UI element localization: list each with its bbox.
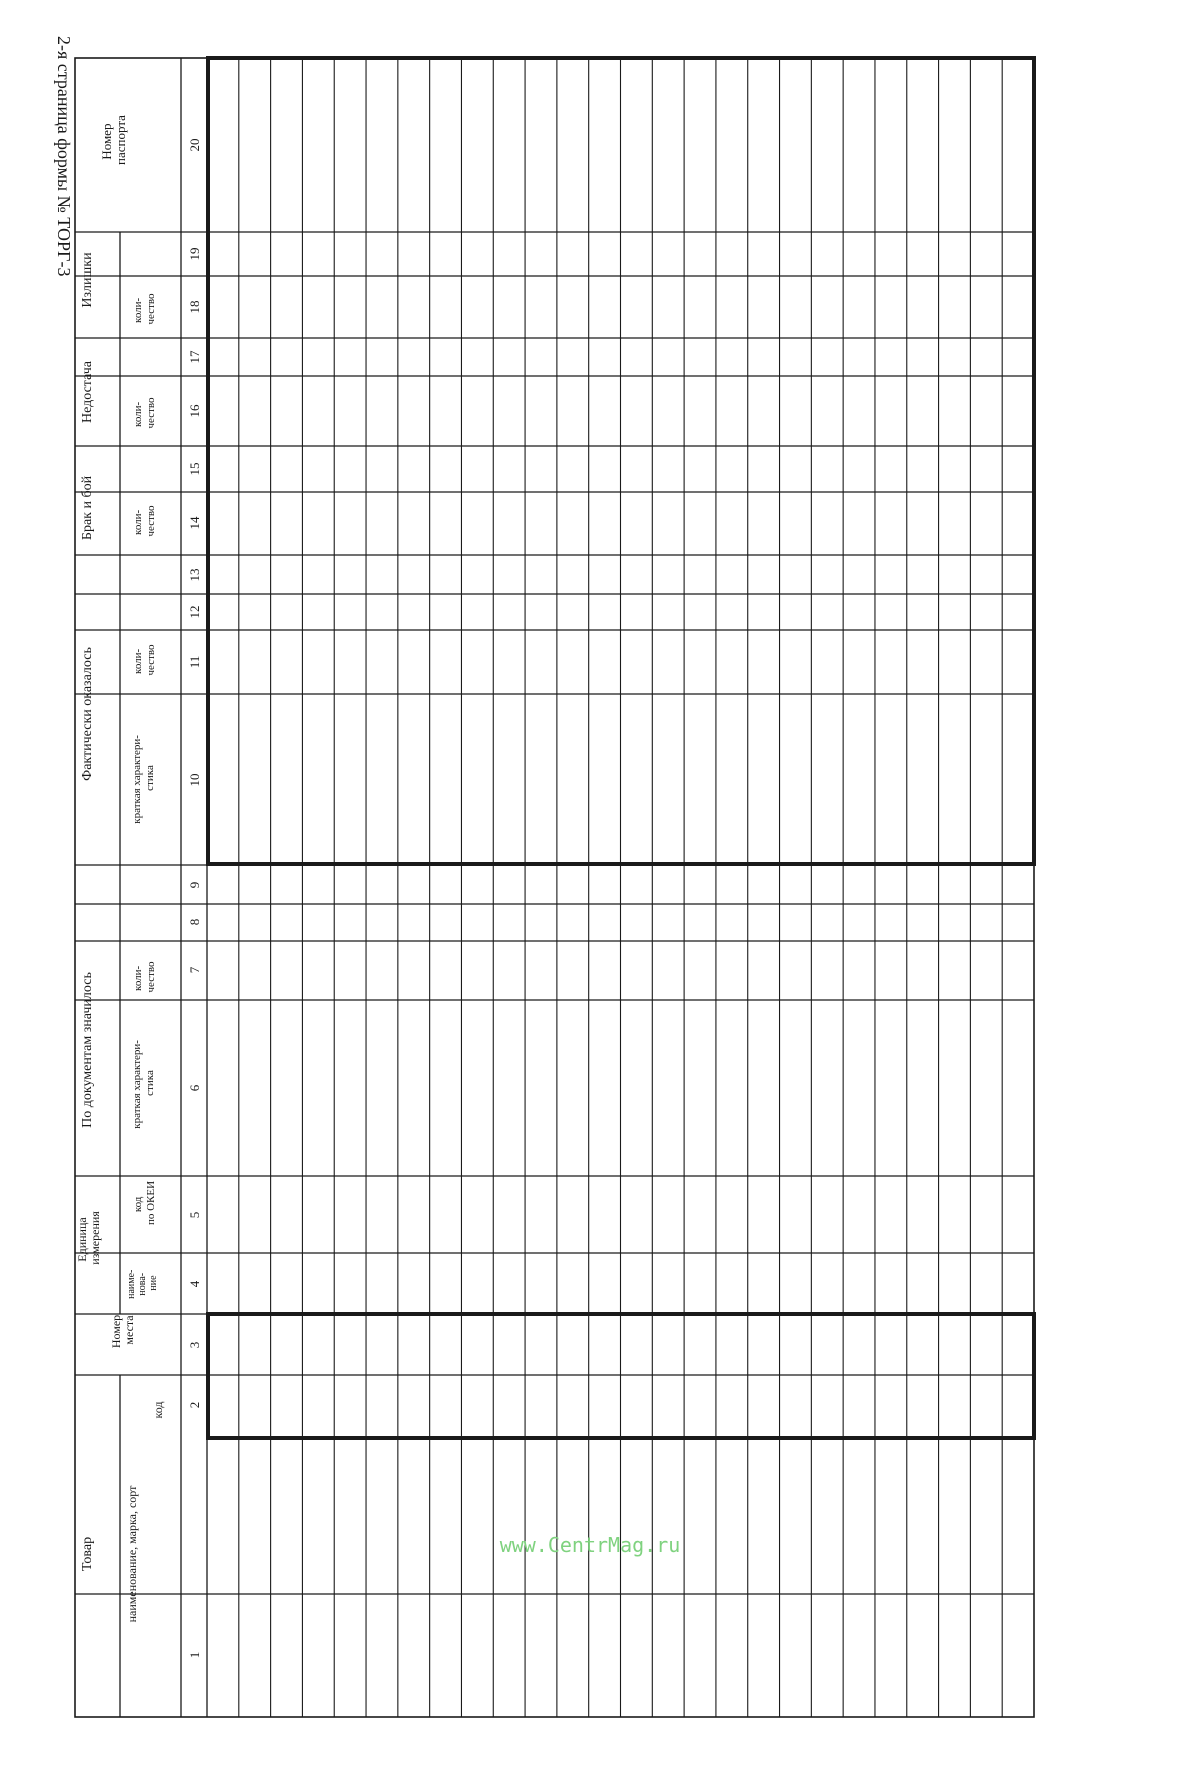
column-number-12: 12	[187, 605, 202, 619]
header-nomer-pasporta: Номер паспорта	[99, 115, 128, 165]
column-number-10: 10	[187, 773, 202, 787]
column-number-9: 9	[187, 881, 202, 889]
column-number-2: 2	[187, 1401, 202, 1409]
column-number-8: 8	[187, 918, 202, 926]
page-label: 2-я страница формы № ТОРГ-3	[54, 36, 74, 277]
header-edinica-kod: код по ОКЕИ	[132, 1180, 157, 1226]
header-kolichestvo-2: коли- чество	[132, 644, 157, 676]
column-number-14: 14	[187, 516, 202, 530]
header-tovar: Товар	[80, 1536, 95, 1572]
column-number-4: 4	[187, 1280, 202, 1288]
watermark: www.CentrMag.ru	[499, 1533, 681, 1557]
header-kolichestvo-5: коли- чество	[132, 293, 157, 325]
column-number-15: 15	[187, 462, 202, 476]
header-izlishki: Излишки	[80, 252, 95, 308]
header-brak: Брак и бой	[80, 475, 95, 541]
header-naimenovanie: наименование, марка, сорт	[125, 1485, 139, 1623]
header-kratkaya-2: краткая характери- стика	[131, 735, 156, 824]
column-number-18: 18	[187, 300, 202, 314]
column-number-13: 13	[187, 568, 202, 582]
header-edinica: Единица измерения	[75, 1211, 102, 1265]
column-number-17: 17	[187, 350, 202, 364]
column-number-3: 3	[187, 1341, 202, 1349]
header-fakticheski: Фактически оказалось	[80, 647, 95, 781]
column-number-11: 11	[187, 655, 202, 669]
column-numbers-row	[187, 139, 202, 1659]
form-table-grid	[75, 58, 1034, 1717]
header-nedostacha: Недостача	[80, 360, 95, 424]
column-number-20: 20	[187, 138, 202, 152]
header-kolichestvo-3: коли- чество	[132, 505, 157, 537]
column-number-5: 5	[187, 1211, 202, 1219]
header-edinica-naim: наиме- нова- ние	[126, 1269, 159, 1299]
header-kolichestvo-1: коли- чество	[132, 961, 157, 993]
header-kratkaya-1: краткая характери- стика	[131, 1040, 156, 1129]
table-outer-border	[75, 58, 1034, 1717]
header-kolichestvo-4: коли- чество	[132, 397, 157, 429]
column-number-16: 16	[187, 404, 202, 418]
header-kod: код	[151, 1401, 165, 1419]
header-nomer-mesta: Номер места	[109, 1314, 136, 1349]
column-number-1: 1	[187, 1651, 202, 1659]
column-number-7: 7	[187, 966, 202, 974]
column-number-6: 6	[187, 1084, 202, 1092]
column-number-19: 19	[187, 247, 202, 261]
header-po-dokumentam: По документам значилось	[80, 972, 95, 1128]
